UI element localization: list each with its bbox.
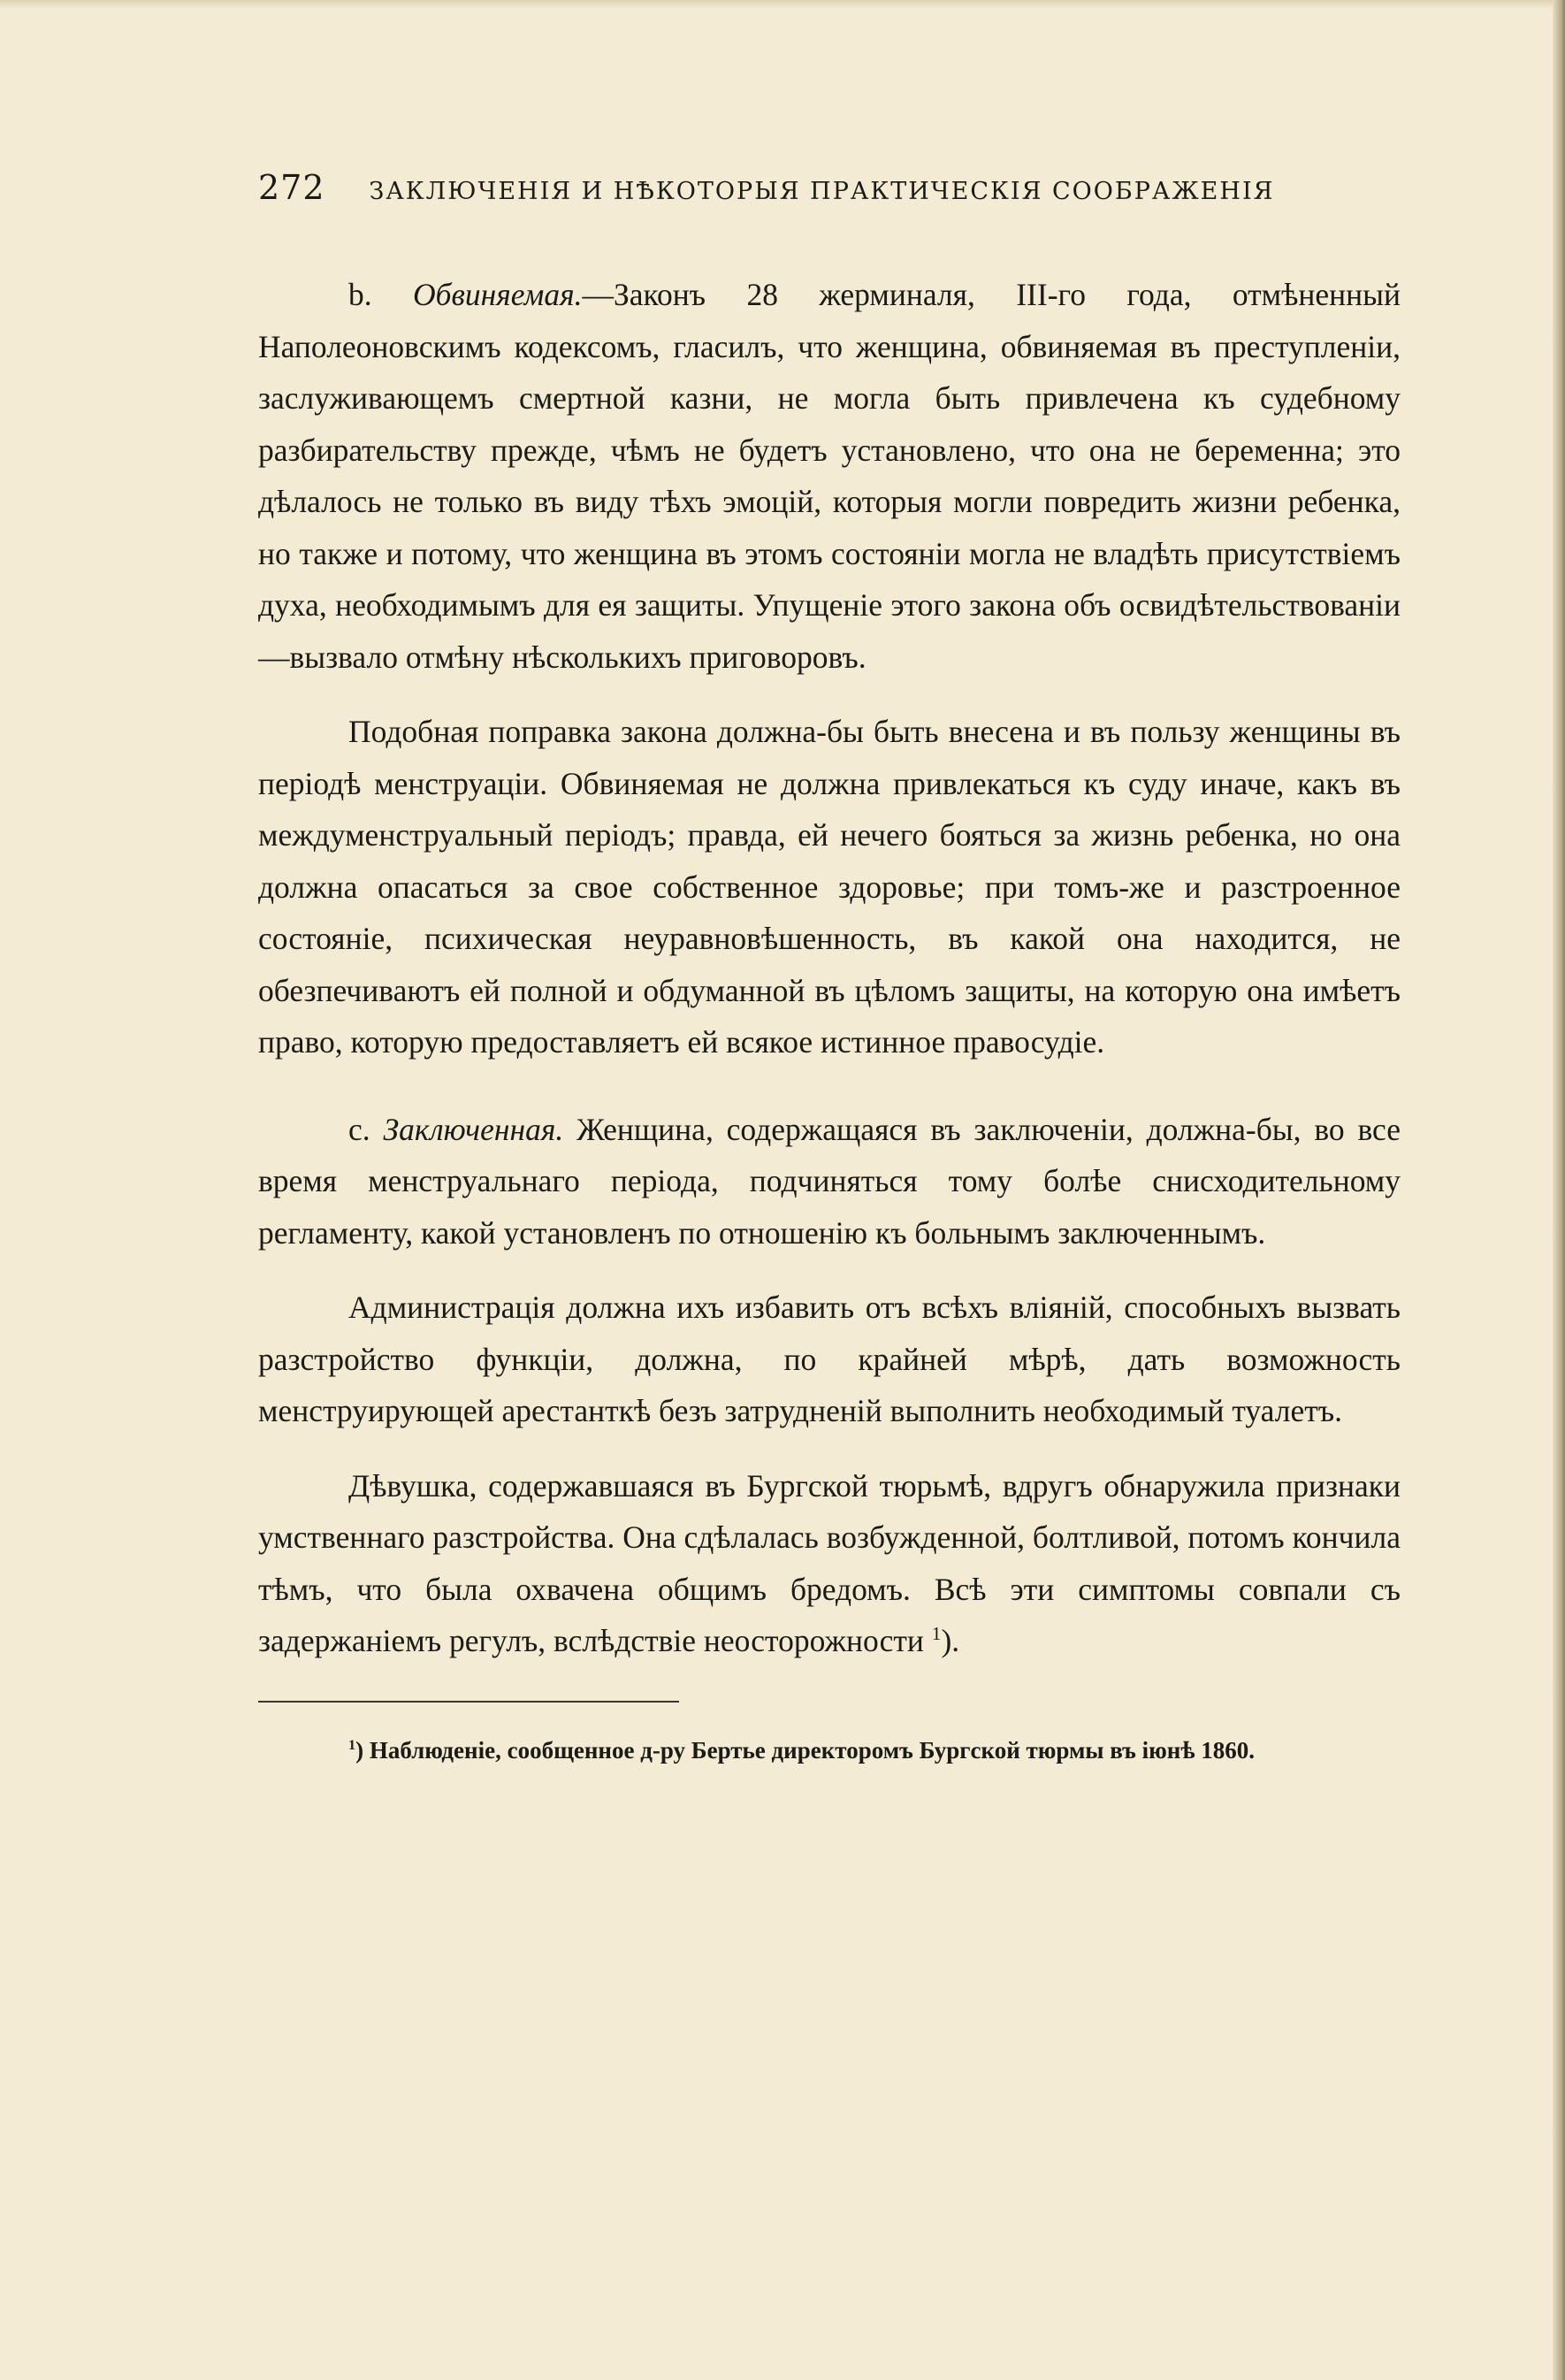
paragraph-tail: ). [941, 1623, 960, 1658]
book-page [258, 168, 1401, 1772]
section-heading: Обвиняемая. [413, 277, 583, 312]
page-number: 272 [258, 168, 325, 207]
paragraph-text: Женщина, содержащаяся въ заключеніи, должна-бы, во все время менструальнаго періода, подчиняться тому болѣе снисходительному регламенту, какой установленъ по отношенію къ больнымъ заключеннымъ. [258, 1111, 1401, 1251]
footnote-text: ) Наблюденіе, сообщенное д-ру Бертье директоромъ Бургской тюрмы въ іюнѣ 1860. [355, 1736, 1256, 1764]
paragraph-menstruation-amendment: Подобная поправка закона должна-бы быть внесена и въ пользу женщины въ періодѣ менструаціи. Обвиняемая не должна привлекаться къ суду иначе, какъ въ междуменструальный періодъ; правда, ей нечего бояться за жизнь ребенка, но она должна опасаться за свое собственное здоровье; при томъ-же и разстроенное состояніе, психическая неуравновѣшенность, въ какой она находится, не обезпечиваютъ ей полной и обдуманной въ цѣломъ защиты, на которую она имѣетъ право, которую предоставляетъ ей всякое истинное правосудіе. [258, 714, 1401, 1060]
section-label: b. [348, 277, 372, 312]
footnote-text-line [258, 1729, 1401, 1772]
paragraph-accused [258, 269, 1401, 683]
section-label: c. [348, 1111, 370, 1147]
footnote-reference: 1 [931, 1623, 942, 1645]
page-right-edge [1553, 0, 1565, 2380]
running-title: ЗАКЛЮЧЕНІЯ И НѢКОТОРЫЯ ПРАКТИЧЕСКІЯ СООБРАЖЕНІЯ [369, 178, 1275, 205]
footnote-rule [258, 1701, 679, 1703]
body-text [258, 269, 1401, 1667]
paragraph-administration: Администрація должна ихъ избавить отъ всѣхъ вліяній, способныхъ вызвать разстройство функціи, должна, по крайней мѣрѣ, дать возможность менструирующей арестанткѣ безъ затрудненій выполнить необходимый туалетъ. [258, 1289, 1401, 1428]
paragraph-case-girl [258, 1460, 1401, 1667]
running-header [258, 168, 1401, 230]
paragraph-text: —Законъ 28 жерминаля, III-го года, отмѣненный Наполеоновскимъ кодексомъ, гласилъ, что женщина, обвиняемая въ преступленіи, заслуживающемъ смертной казни, не могла быть привлечена къ судебному разбирательству прежде, чѣмъ не будетъ установлено, что она не беременна; это дѣлалось не только въ виду тѣхъ эмоцій, которыя могли повредить жизни ребенка, но также и потому, что женщина въ этомъ состояніи могла не владѣть присутствіемъ духа, необходимымъ для ея защиты. Упущеніе этого закона объ освидѣтельствованіи—вызвало отмѣну нѣсколькихъ приговоровъ. [258, 277, 1401, 675]
paragraph-text: Дѣвушка, содержавшаяся въ Бургской тюрьмѣ, вдругъ обнаружила признаки умственнаго разстройства. Она сдѣлалась возбужденной, болтливой, потомъ кончила тѣмъ, что была охвачена общимъ бредомъ. Всѣ эти симптомы совпали съ задержаніемъ регулъ, вслѣдствіе неосторожности [258, 1467, 1401, 1658]
footnote [258, 1729, 1401, 1772]
footnote-marker: 1 [348, 1736, 356, 1753]
section-heading: Заключенная. [383, 1111, 564, 1147]
page-top-edge [0, 0, 1565, 9]
paragraph-prisoner [258, 1104, 1401, 1259]
